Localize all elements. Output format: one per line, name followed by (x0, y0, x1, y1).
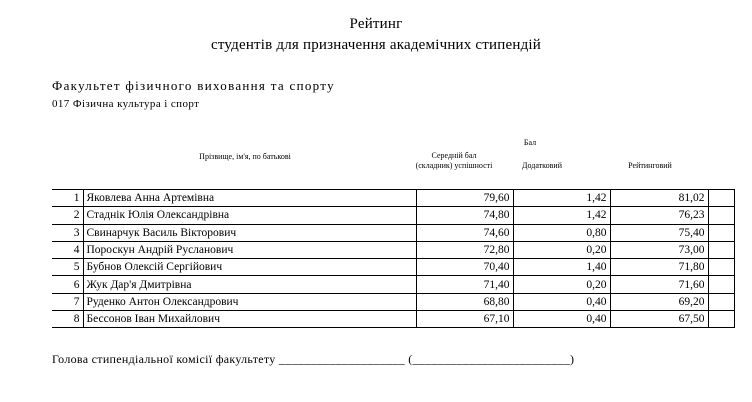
rating-table (52, 189, 735, 328)
table-row (52, 224, 734, 241)
empty-cell (708, 293, 734, 310)
table-row (52, 241, 734, 258)
row-number: 6 (52, 276, 83, 293)
table-row (52, 311, 734, 328)
rating-score: 71,80 (610, 259, 708, 276)
header-average: Середній бал (складник) успішності (415, 151, 493, 170)
rating-score: 67,50 (610, 311, 708, 328)
rating-score: 73,00 (610, 241, 708, 258)
additional-score: 1,40 (513, 259, 610, 276)
empty-cell (708, 259, 734, 276)
row-number: 8 (52, 311, 83, 328)
student-name: Свинарчук Василь Вікторович (83, 224, 416, 241)
additional-score: 1,42 (513, 190, 610, 207)
header-group-score: Бал (523, 138, 537, 147)
commission-signature-line: Голова стипендіальної комісії факультету ____________________ (_________________________) (52, 352, 575, 366)
header-rating: Рейтинговий (628, 161, 672, 170)
table-row (52, 293, 734, 310)
row-number: 4 (52, 241, 83, 258)
table-row (52, 190, 734, 207)
document-title: Рейтинг (349, 16, 403, 32)
header-additional: Додатковий (522, 161, 562, 170)
additional-score: 1,42 (513, 207, 610, 224)
rating-score: 69,20 (610, 293, 708, 310)
student-name: Стаднік Юлія Олександрівна (83, 207, 416, 224)
row-number: 1 (52, 190, 83, 207)
average-score: 74,60 (416, 224, 513, 241)
additional-score: 0,40 (513, 293, 610, 310)
student-name: Яковлева Анна Артемівна (83, 190, 416, 207)
student-name: Жук Дар'я Дмитрівна (83, 276, 416, 293)
average-score: 72,80 (416, 241, 513, 258)
row-number: 5 (52, 259, 83, 276)
additional-score: 0,40 (513, 311, 610, 328)
additional-score: 0,20 (513, 241, 610, 258)
faculty-name: Факультет фізичного виховання та спорту (52, 78, 335, 93)
row-number: 2 (52, 207, 83, 224)
average-score: 70,40 (416, 259, 513, 276)
header-name: Прізвище, ім'я, по батькові (199, 152, 291, 161)
row-number: 7 (52, 293, 83, 310)
average-score: 71,40 (416, 276, 513, 293)
empty-cell (708, 311, 734, 328)
average-score: 74,80 (416, 207, 513, 224)
empty-cell (708, 241, 734, 258)
empty-cell (708, 276, 734, 293)
student-name: Пороскун Андрій Русланович (83, 241, 416, 258)
empty-cell (708, 224, 734, 241)
student-name: Бубнов Олексій Сергійович (83, 259, 416, 276)
empty-cell (708, 207, 734, 224)
rating-score: 71,60 (610, 276, 708, 293)
row-number: 3 (52, 224, 83, 241)
student-name: Руденко Антон Олександрович (83, 293, 416, 310)
specialty-name: 017 Фізична культура і спорт (52, 98, 200, 110)
table-row (52, 276, 734, 293)
rating-score: 75,40 (610, 224, 708, 241)
average-score: 79,60 (416, 190, 513, 207)
rating-score: 81,02 (610, 190, 708, 207)
document-subtitle: студентів для призначення академічних стипендій (210, 37, 542, 53)
average-score: 68,80 (416, 293, 513, 310)
table-row (52, 259, 734, 276)
rating-score: 76,23 (610, 207, 708, 224)
additional-score: 0,20 (513, 276, 610, 293)
student-name: Бессонов Іван Михайлович (83, 311, 416, 328)
average-score: 67,10 (416, 311, 513, 328)
table-row (52, 207, 734, 224)
empty-cell (708, 190, 734, 207)
additional-score: 0,80 (513, 224, 610, 241)
